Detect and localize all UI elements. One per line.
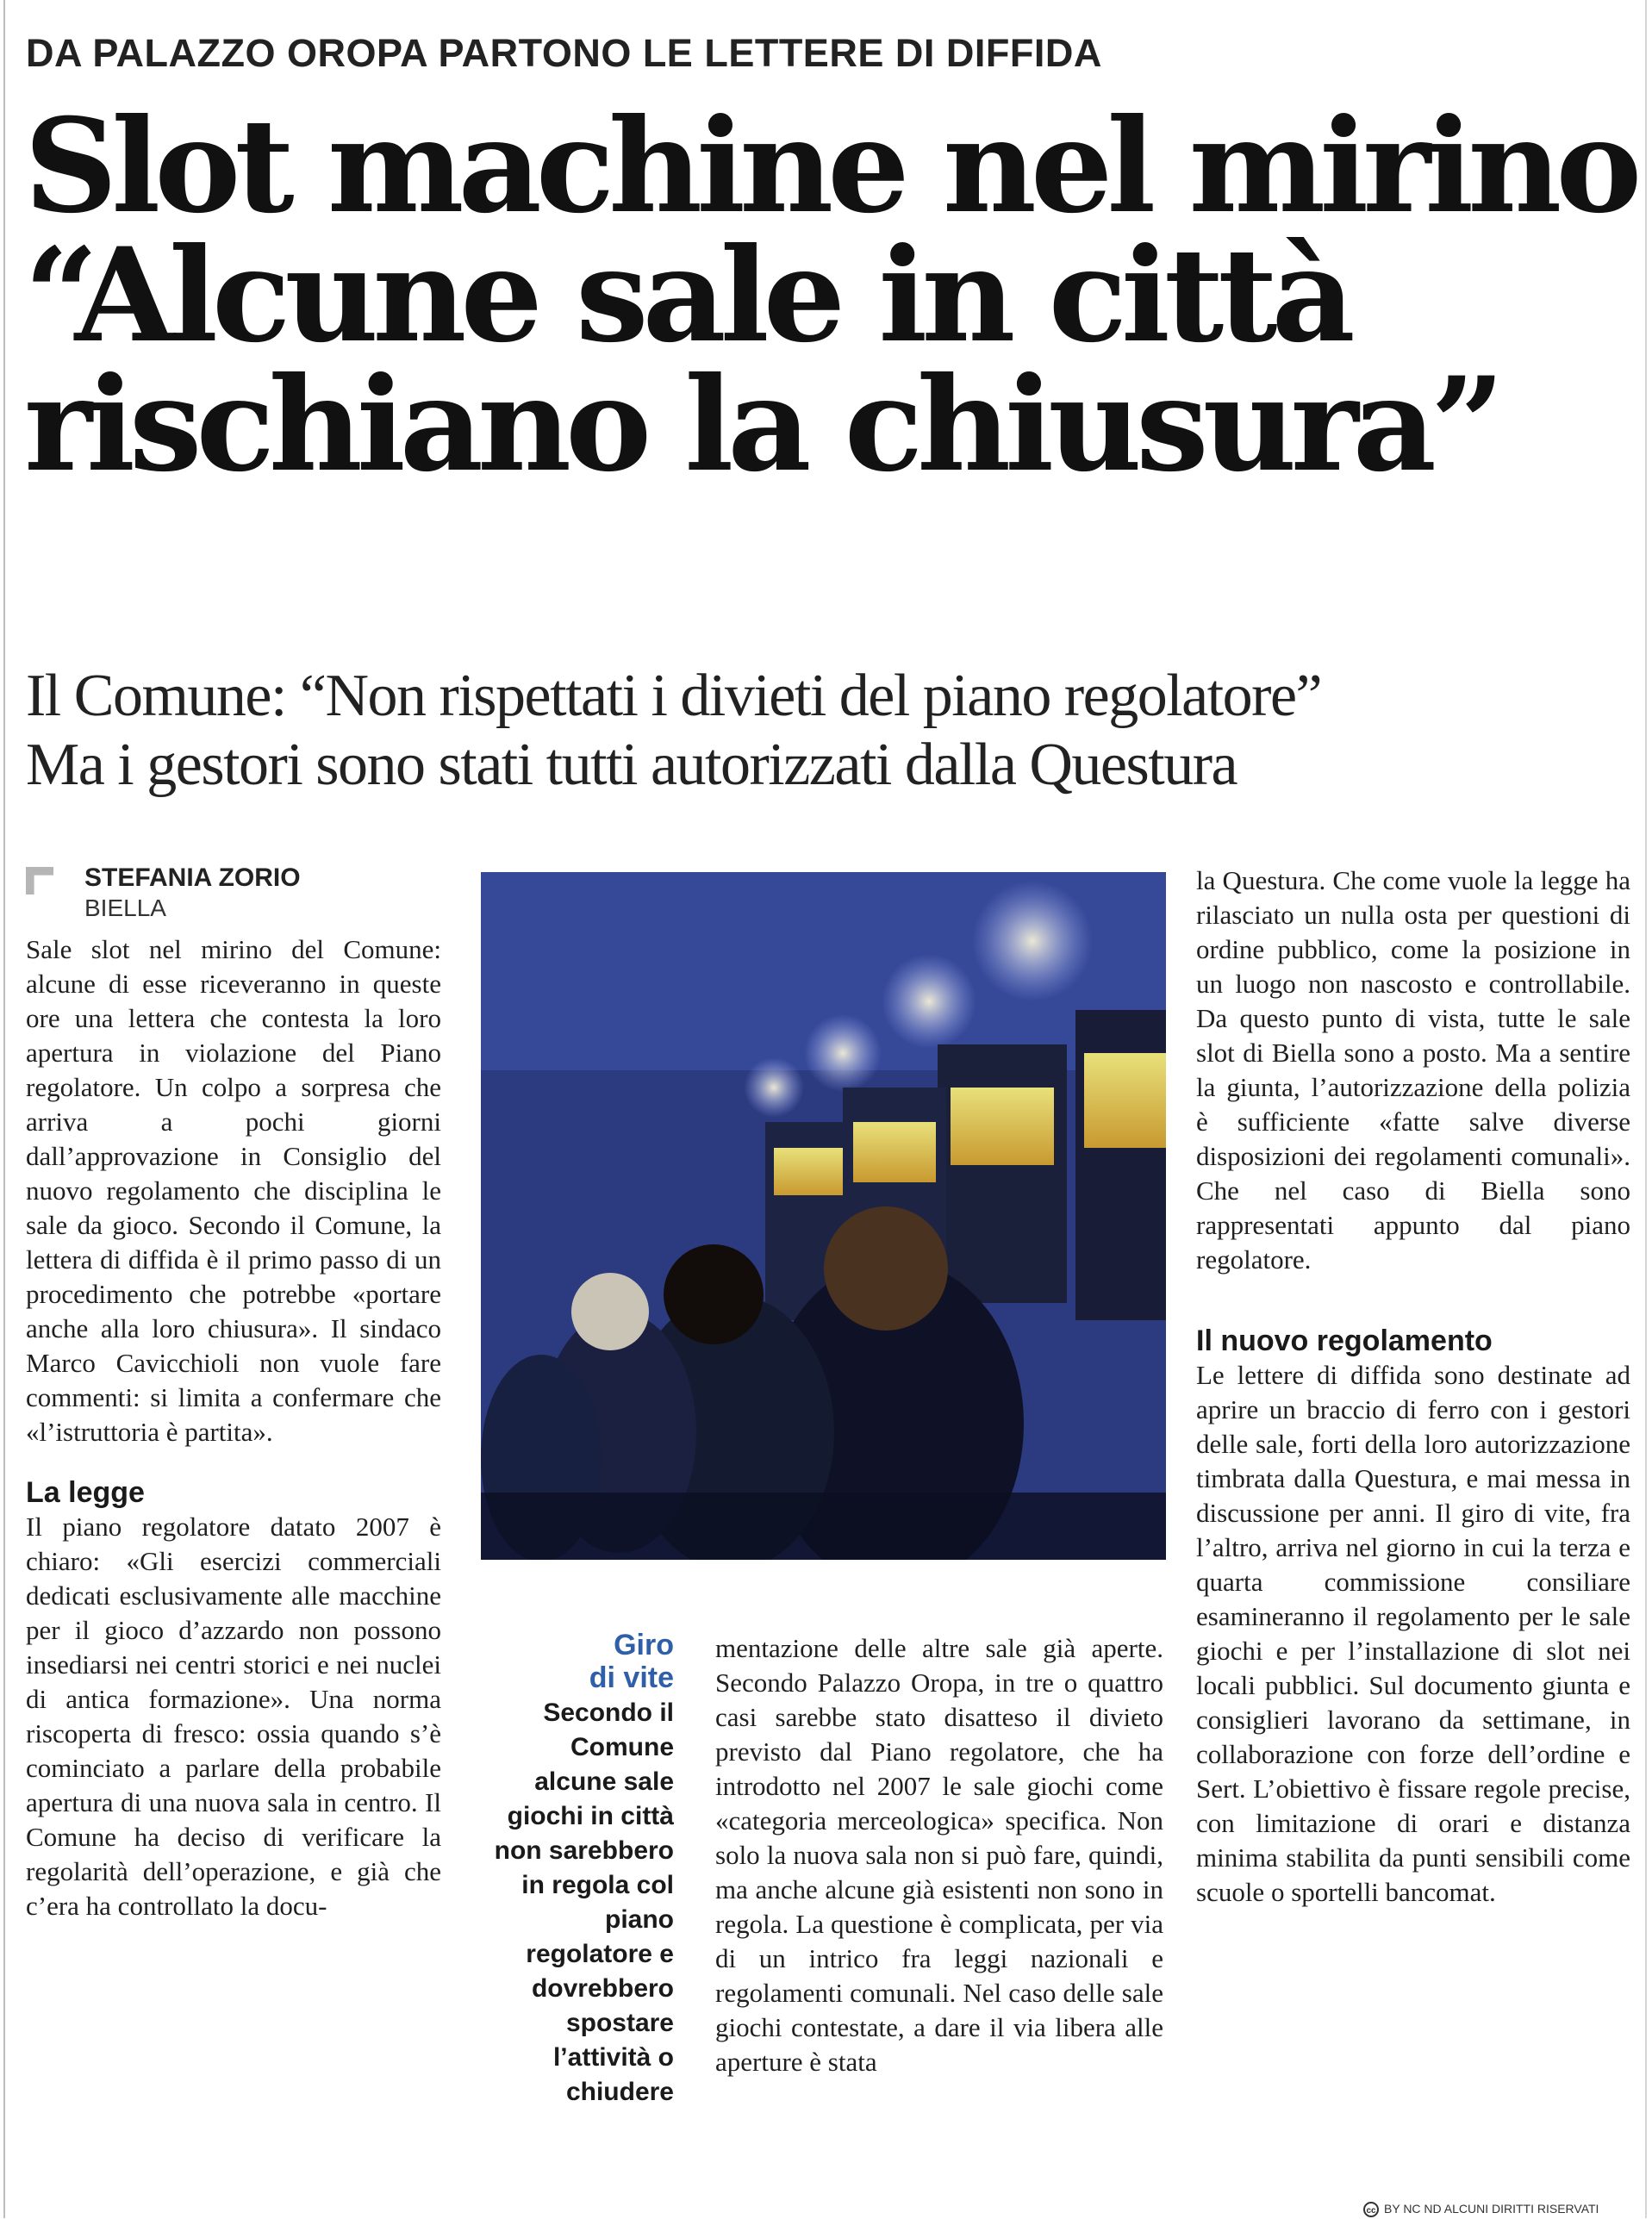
sidebar-title bbox=[483, 1629, 674, 1694]
sidebar-text: Secondo il Comune alcune sale giochi in città non sarebbero in regola col piano regolatore e dovrebbero spostare l’attività o chiudere bbox=[494, 1699, 674, 2106]
right-paragraph-1: la Questura. Che come vuole la legge ha rilasciato un nulla osta per questioni di ordine pubblico, come la posizione in un luogo non nascosto e controllabile. Da questo punto di vista, tutte le sale slot di Biella sono a posto. Ma a sentire la giunta, l’autorizzazione della polizia è sufficiente «fatte salve diverse disposizioni dei regolamenti comunali». Che nel caso di Biella sono rappresentati appunto dal piano regolatore. bbox=[1196, 865, 1630, 1275]
byline bbox=[26, 863, 474, 924]
kicker: DA PALAZZO OROPA PARTONO LE LETTERE DI DIFFIDA bbox=[26, 31, 1102, 75]
section-heading-nuovo-regolamento: Il nuovo regolamento bbox=[1196, 1325, 1493, 1357]
left-paragraph-1: Sale slot nel mirino del Comune: alcune di esse riceveranno in queste ore una lettera che contesta la loro apertura in violazione del Piano regolatore. Un colpo a sorpresa che arriva a pochi giorni dall’approvazione in Consiglio del nuovo regolamento che disciplina le sale da gioco. Secondo il Comune, la lettera di diffida è il primo passo di un procedimento che potrebbe «portare anche alla loro chiusura». Il sindaco Marco Cavicchioli non vuole fare commenti: si limita a confermare che «l’istruttoria è partita». bbox=[26, 934, 441, 1447]
sidebar-title-line-2: di vite bbox=[589, 1661, 674, 1694]
sidebar-title-line-1: Giro bbox=[614, 1629, 674, 1661]
subheadline-line-1: Il Comune: “Non rispettati i divieti del piano regolatore” bbox=[26, 663, 1322, 729]
middle-paragraph: mentazione delle altre sale già aperte. Secondo Palazzo Oropa, in tre o quattro casi sarebbe stato disatteso il divieto previsto dal Piano regolatore, che ha introdotto nel 2007 le sale giochi come «categoria merceologica» specifica. Non solo la nuova sala non si può fare, quindi, ma anche alcune già esistenti non sono in regola. La questione è complicata, per via di un intrico fra leggi nazionali e regolamenti comunali. Nel caso delle sale giochi contestate, a dare il via libera alle aperture è stata bbox=[715, 1633, 1163, 2077]
byline-place: BIELLA bbox=[84, 894, 166, 921]
right-paragraph-2: Le lettere di diffida sono destinate ad aprire un braccio di ferro con i gestori delle sale, forti della loro autorizzazione timbrata dalla Questura, e mai messa in discussione per anni. Il giro di vite, fra l’altro, arriva nel giorno in cui la terza e quarta commissione consiliare esamineranno il regolamento per le sale giochi e per l’installazione di slot nei locali pubblici. Sul documento giunta e consiglieri lavorano da settimane, in collaborazione con forze dell’ordine e Sert. L’obiettivo è fissare regole precise, con limitazione di orari e distanza minima stabilita da punti sensibili come scuole o sportelli bancomat. bbox=[1196, 1360, 1630, 1907]
section-heading-la-legge: La legge bbox=[26, 1476, 145, 1509]
slot-hall-photo bbox=[481, 872, 1166, 1560]
column-middle bbox=[715, 1631, 1163, 2079]
right-page-edge bbox=[1645, 0, 1647, 2218]
left-page-edge bbox=[3, 0, 5, 2218]
headline-line-3: rischiano la chiusura” bbox=[24, 349, 1499, 501]
headline-line-1: Slot machine nel mirino bbox=[24, 90, 1636, 242]
headline bbox=[24, 90, 1644, 501]
sidebar-box bbox=[483, 1629, 674, 2110]
rights-footer bbox=[1363, 2199, 1637, 2218]
creative-commons-icon: cc bbox=[1363, 2202, 1379, 2217]
column-right bbox=[1196, 863, 1630, 1910]
headline-line-2: “Alcune sale in città bbox=[24, 220, 1350, 371]
left-paragraph-2: Il piano regolatore datato 2007 è chiaro: «Gli esercizi commerciali dedicati esclusivamente alle macchine per il gioco d’azzardo non possono insediarsi nei centri storici e nei nuclei di antica formazione». Una norma riscoperta di fresco: ossia quando s’è cominciato a parlare della probabile apertura di una nuova sala in centro. Il Comune ha deciso di verificare la regolarità dell’operazione, e già che c’era ha controllato la docu- bbox=[26, 1512, 441, 1921]
photo-illustration bbox=[481, 872, 1166, 1560]
byline-corner-icon bbox=[26, 867, 53, 894]
byline-author: STEFANIA ZORIO bbox=[84, 863, 301, 892]
column-left bbox=[26, 932, 441, 1923]
subheadline-line-2: Ma i gestori sono stati tutti autorizzati dalla Questura bbox=[26, 732, 1237, 798]
subheadline bbox=[26, 662, 1646, 800]
rights-text: BY NC ND ALCUNI DIRITTI RISERVATI bbox=[1384, 2202, 1599, 2216]
